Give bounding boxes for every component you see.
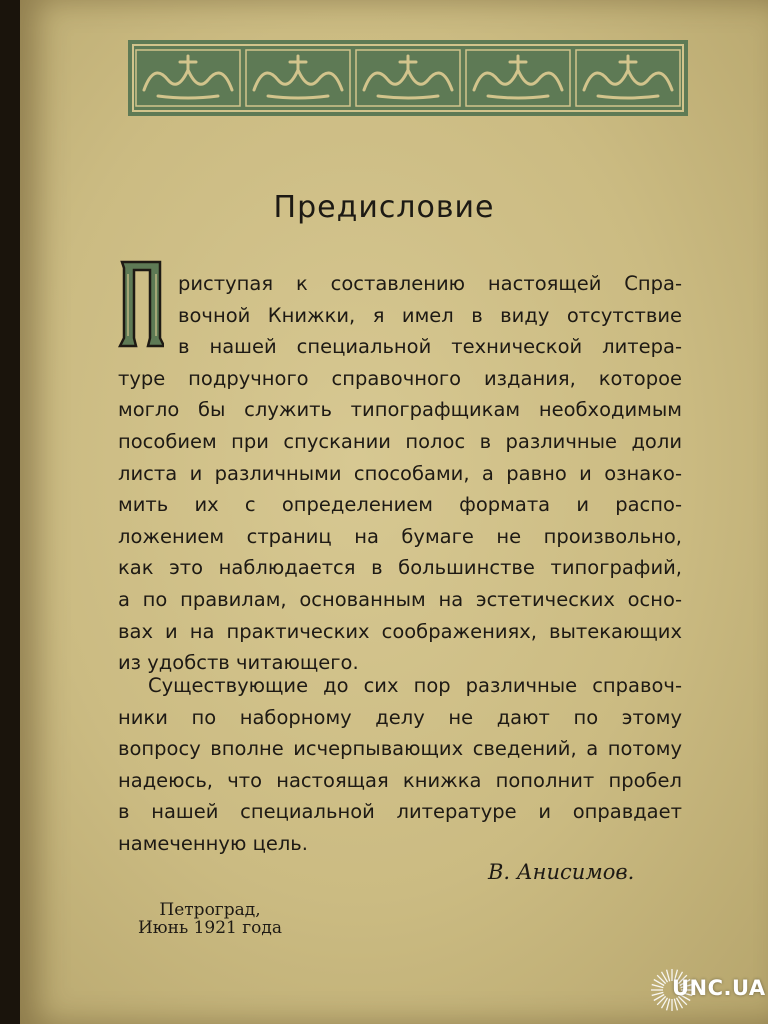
paragraph1-line: листа и различными способами, а равно и ознако- bbox=[118, 461, 682, 485]
publication-date: Июнь 1921 года bbox=[137, 918, 283, 938]
paragraph1-line: вочной Книжки, я имел в виду отсутствие bbox=[178, 303, 682, 327]
paragraph1-line: а по правилам, основанным на эстетических осно- bbox=[118, 588, 682, 611]
paragraph2-line: намеченную цель. bbox=[118, 832, 309, 855]
page-title: Предисловие bbox=[273, 190, 495, 225]
paragraph1-line: как это наблюдается в большинстве типографий, bbox=[118, 556, 682, 580]
paragraph2-line: Существующие до сих пор различные справоч- bbox=[148, 674, 682, 697]
paragraph1-line: могло бы служить типографщикам необходимым bbox=[118, 398, 682, 422]
paragraph1-line: вах и на практических соображениях, вытекающих bbox=[118, 619, 682, 643]
ornament-header bbox=[128, 40, 688, 116]
drop-cap-letter bbox=[118, 258, 164, 350]
paragraph1-line: в нашей специальной технической литера- bbox=[178, 335, 682, 359]
paragraph2-line: вопросу вполне исчерпывающих сведений, а потому bbox=[118, 737, 682, 761]
paragraph2-line: в нашей специальной литературе и оправдает bbox=[118, 800, 682, 824]
paragraph1-line: из удобств читающего. bbox=[118, 651, 359, 675]
paragraph2-line: надеюсь, что настоящая книжка пополнит пробел bbox=[118, 768, 682, 792]
watermark-text: UNC.UA bbox=[672, 976, 766, 1000]
paragraph1-line: ложением страниц на бумаге не произвольно, bbox=[118, 524, 682, 548]
author-signature: В. Анисимов. bbox=[488, 860, 635, 884]
paragraph1-line: риступая к составлению настоящей Спра- bbox=[178, 272, 682, 295]
paragraph1-line: мить их с определением формата и распо- bbox=[118, 493, 682, 517]
place-of-publication: Петроград, bbox=[159, 900, 261, 920]
paragraph2-line: ники по наборному делу не дают по этому bbox=[118, 705, 682, 729]
paragraph1-line: туре подручного справочного издания, которое bbox=[118, 366, 682, 390]
paragraph1-line: пособием при спускании полос в различные доли bbox=[118, 430, 682, 453]
